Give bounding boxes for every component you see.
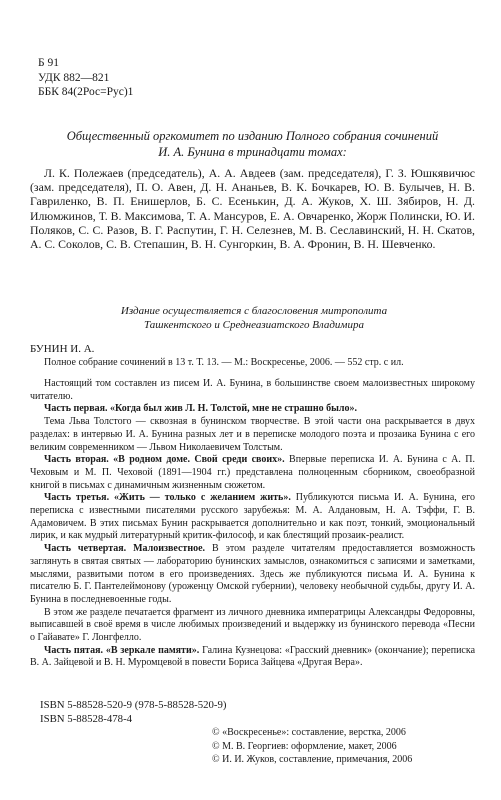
part-4-title: Часть четвертая. Малоизвестное. — [44, 543, 206, 555]
part-3-text: Публикуются письма И. А. Бунина, его переписка с известными писателями русского зарубежья: М. А. Алдановым, Н. А. Тэффи, Г. В. Адамовичем. В этих письмах Бунин раскрывается дополнительно и как поэт, тонкий, эмоциональный лирик, и как мудрый литературный критик-философ, и как блестящий прозаик-реалист. — [30, 492, 475, 542]
part-5-title: Часть пятая. «В зеркале памяти». — [44, 644, 200, 656]
copyright-line: © М. В. Георгиев: оформление, макет, 2006 — [212, 740, 397, 752]
udk-code: УДК 882—821 — [38, 71, 110, 84]
author-mark: Б 91 — [38, 57, 59, 69]
part-4 — [30, 543, 475, 607]
part-1-text: Тема Льва Толстого — сквозная в бунинском творчестве. В этой части она раскрывается в двух разделах: в интервью И. А. Бунина разных лет и в переписке молодого поэта и прозаика Бунина с его великим современником — Львом Николаевичем Толстым. — [30, 416, 475, 453]
part-4-extra: В этом же разделе печатается фрагмент из личного дневника императрицы Александры Федоровны, выписавшей в своё время в числе любимых произведений и выдержку из бунинского перевода «Песни о Гайавате» Г. Лонгфелло. — [30, 606, 475, 644]
catalog-citation: Полное собрание сочинений в 13 т. Т. 13. — М.: Воскресенье, 2006. — 552 стр. с ил. — [44, 357, 404, 368]
part-5-text: Галина Кузнецова: «Грасский дневник» (окончание); переписка В. А. Зайцевой и В. Н. Муромцевой в повести Бориса Зайцева «Другая Вера». — [30, 644, 476, 669]
part-2-text: Впервые переписка И. А. Бунина с А. П. Чеховым и М. П. Чеховой (1891—1904 гг.) представлена полноценным сборником, своеобразной книгой в письмах с динамичным жизненным сюжетом. — [30, 454, 476, 491]
bbk-code: ББК 84(2Рос=Рус)1 — [38, 86, 134, 98]
copyright-line: © «Воскресенье»: составление, верстка, 2006 — [212, 727, 406, 738]
blessing-line-2: Ташкентского и Среднеазиатского Владимира — [144, 318, 364, 331]
part-4-text: В этом разделе читателям предоставляется возможность заглянуть в святая святых — лабораторию бунинских замыслов, ознакомиться с записями и заметками, мыслями, развитыми потом в его произведениях. Здесь же публикуются письма И. А. Бунина к писателю Б. Г. Пантелеймонову (уроженцу Омской губернии), человеку необычной судьбы, другу И. А. Бунина в последневоенные годы. — [30, 543, 475, 605]
blessing-note — [40, 305, 468, 332]
copyright-line: © И. И. Жуков, составление, примечания, 2006 — [212, 754, 413, 765]
blessing-line-1: Издание осуществляется с благословения митрополита — [120, 305, 388, 317]
committee-heading-line-2: И. А. Бунина в тринадцати томах: — [158, 144, 347, 159]
committee-members: Л. К. Полежаев (председатель), А. А. Авдеев (зам. председателя), Г. З. Юшкявичюс (зам. председателя), П. О. Авен, Д. Н. Ананьев, В. К. Бочкарев, Ю. В. Булычев, Н. В. Гавриленко, В. П. Енишерлов, Б. С. Есенькин, Д. А. Жуков, Х. Ш. Зябиров, Н. Д. Илюмжинов, Т. В. Максимова, Т. А. Мансуров, Е. А. Овчаренко, Жорж Полински, Ю. И. Поляков, С. С. Разов, В. Г. Распутин, Г. Н. Селезнев, М. В. Сеславинский, Н. Н. Скатов, А. С. Соколов, С. В. Степашин, В. Н. Сунгоркин, В. А. Фронин, В. Н. Шевченко. — [30, 166, 475, 252]
committee-heading — [30, 129, 475, 160]
part-1-title: Часть первая. «Когда был жив Л. Н. Толстой, мне не страшно было». — [44, 403, 358, 415]
bibliographic-codes — [38, 56, 133, 100]
copyright-block — [212, 726, 412, 767]
part-2-title: Часть вторая. «В родном доме. Свой среди своих». — [44, 454, 285, 466]
part-1 — [30, 403, 475, 416]
committee-heading-line-1: Общественный оргкомитет по изданию Полного собрания сочинений — [66, 129, 439, 143]
annotation-intro: Настоящий том составлен из писем И. А. Бунина, в большинстве своем малоизвестных широкому читателю. — [30, 378, 475, 402]
isbn-2: ISBN 5-88528-478-4 — [40, 712, 133, 725]
isbn-block — [40, 699, 227, 726]
part-5 — [30, 645, 475, 670]
isbn-1: ISBN 5-88528-520-9 (978-5-88528-520-9) — [40, 699, 227, 711]
part-3-title: Часть третья. «Жить — только с желанием жить». — [44, 492, 291, 504]
part-2 — [30, 454, 475, 492]
catalog-author: БУНИН И. А. — [30, 343, 95, 355]
annotation — [30, 378, 475, 670]
part-3 — [30, 492, 475, 543]
